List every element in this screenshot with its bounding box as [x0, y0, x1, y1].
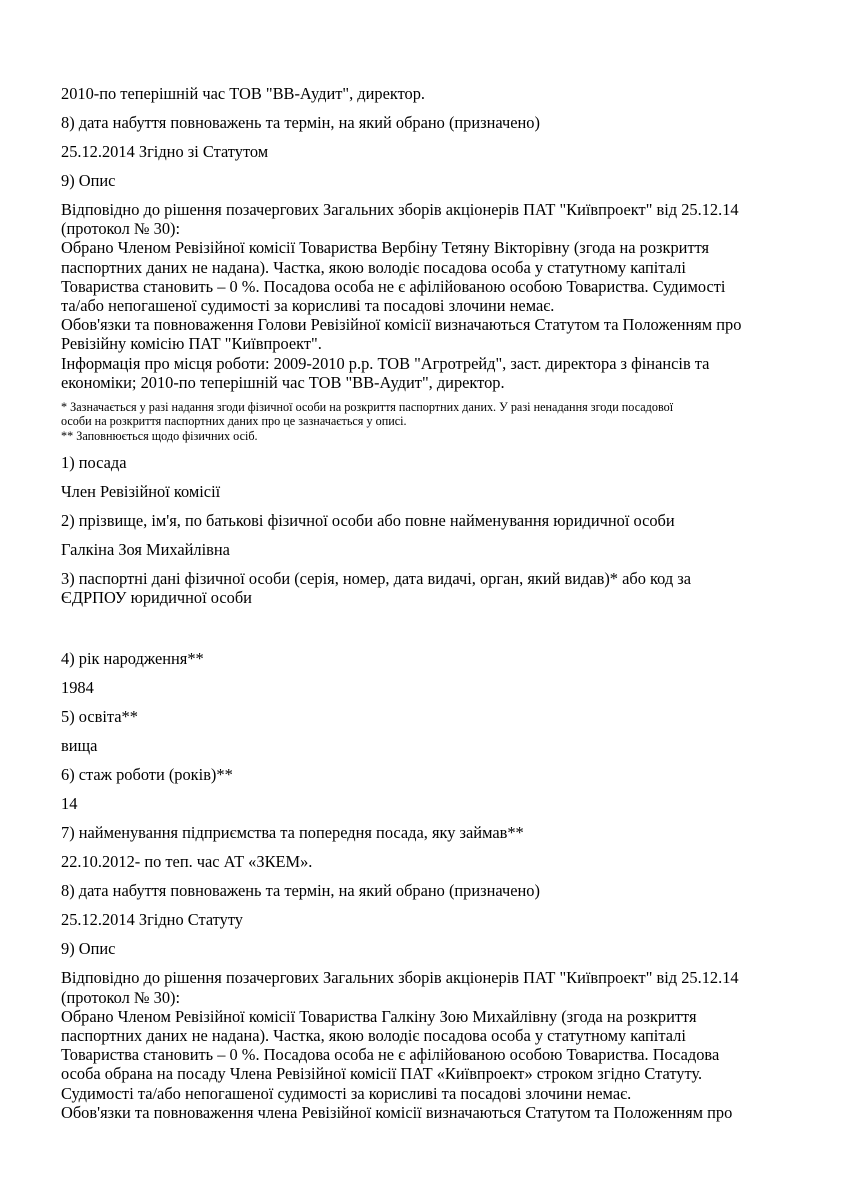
description-line: особа обрана на посаду Члена Ревізійної комісії ПАТ «Київпроект» строком згідно Статуту.	[61, 1064, 703, 1084]
term-value: 25.12.2014 Згідно Статуту	[61, 910, 243, 930]
passport-label-line: ЄДРПОУ юридичної особи	[61, 588, 252, 608]
term-label: 8) дата набуття повноважень та термін, на який обрано (призначено)	[61, 113, 540, 132]
footnotes	[61, 400, 781, 443]
description-line: економіки; 2010-по теперішній час ТОВ "ВВ-Аудит", директор.	[61, 372, 505, 392]
footnote-line: особи на розкриття паспортних даних про це зазначається у описі.	[61, 414, 407, 429]
description-line: та/або непогашеної судимості за корисливі та посадові злочини немає.	[61, 296, 555, 316]
description-line: Обрано Членом Ревізійної комісії Товариства Галкіну Зою Михайлівну (згода на розкриття	[61, 1006, 697, 1026]
description-line: (протокол № 30):	[61, 219, 181, 239]
description-line: Ревізійну комісію ПАТ "Київпроект".	[61, 334, 322, 354]
experience-value: 14	[61, 794, 78, 814]
passport-label	[61, 569, 781, 607]
description-line: Відповідно до рішення позачергових Загальних зборів акціонерів ПАТ "Київпроект" від 25.12.14	[61, 200, 739, 219]
description-label: 9) Опис	[61, 171, 116, 190]
birth-year-label: 4) рік народження**	[61, 649, 204, 669]
description-line: Судимості та/або непогашеної судимості за корисливі та посадові злочини немає.	[61, 1083, 632, 1103]
name-value: Галкіна Зоя Михайлівна	[61, 539, 230, 559]
description-line: паспортних даних не надана). Частка, якою володіє посадова особа у статутному капіталі	[61, 257, 686, 277]
description-line: (протокол № 30):	[61, 987, 181, 1007]
previous-position-label: 7) найменування підприємства та попередня посада, яку займав**	[61, 823, 524, 843]
name-label: 2) прізвище, ім'я, по батькові фізичної особи або повне найменування юридичної особи	[61, 510, 675, 530]
work-history-tail: 2010-по теперішній час ТОВ "ВВ-Аудит", директор.	[61, 84, 426, 103]
description-text	[61, 968, 781, 1122]
position-value: Член Ревізійної комісії	[61, 481, 221, 501]
description-line: Обрано Членом Ревізійної комісії Товариства Вербіну Тетяну Вікторівну (згода на розкриття	[61, 238, 710, 258]
description-line: Обов'язки та повноваження члена Ревізійної комісії визначаються Статутом та Положенням про	[61, 1102, 733, 1122]
description-line: Товариства становить – 0 %. Посадова особа не є афілійованою особою Товариства. Посадова	[61, 1045, 720, 1065]
passport-value-empty	[61, 615, 781, 649]
description-text	[61, 200, 781, 392]
description-line: Обов'язки та повноваження Голови Ревізійної комісії визначаються Статутом та Положенням про	[61, 315, 742, 335]
footnote-line: ** Заповнюється щодо фізичних осіб.	[61, 428, 258, 443]
term-label: 8) дата набуття повноважень та термін, на який обрано (призначено)	[61, 881, 540, 901]
document-page	[61, 84, 781, 1130]
education-value: вища	[61, 736, 98, 756]
description-label: 9) Опис	[61, 939, 116, 959]
footnote-line: * Зазначається у разі надання згоди фізичної особи на розкриття паспортних даних. У разі ненадання згоди посадової	[61, 400, 674, 415]
previous-position-value: 22.10.2012- по теп. час АТ «ЗКЕМ».	[61, 852, 313, 872]
position-label: 1) посада	[61, 452, 127, 472]
description-line: Товариства становить – 0 %. Посадова особа не є афілійованою особою Товариства. Судимості	[61, 276, 726, 296]
term-value: 25.12.2014 Згідно зі Статутом	[61, 142, 269, 161]
description-line: Інформація про місця роботи: 2009-2010 р.р. ТОВ "Агротрейд", заст. директора з фінансів та	[61, 353, 710, 373]
experience-label: 6) стаж роботи (років)**	[61, 765, 233, 785]
description-line: Відповідно до рішення позачергових Загальних зборів акціонерів ПАТ "Київпроект" від 25.12.14	[61, 968, 739, 988]
passport-label-line: 3) паспортні дані фізичної особи (серія, номер, дата видачі, орган, який видав)* або код за	[61, 568, 692, 588]
description-line: паспортних даних не надана). Частка, якою володіє посадова особа у статутному капіталі	[61, 1025, 686, 1045]
birth-year-value: 1984	[61, 678, 94, 698]
education-label: 5) освіта**	[61, 707, 138, 727]
